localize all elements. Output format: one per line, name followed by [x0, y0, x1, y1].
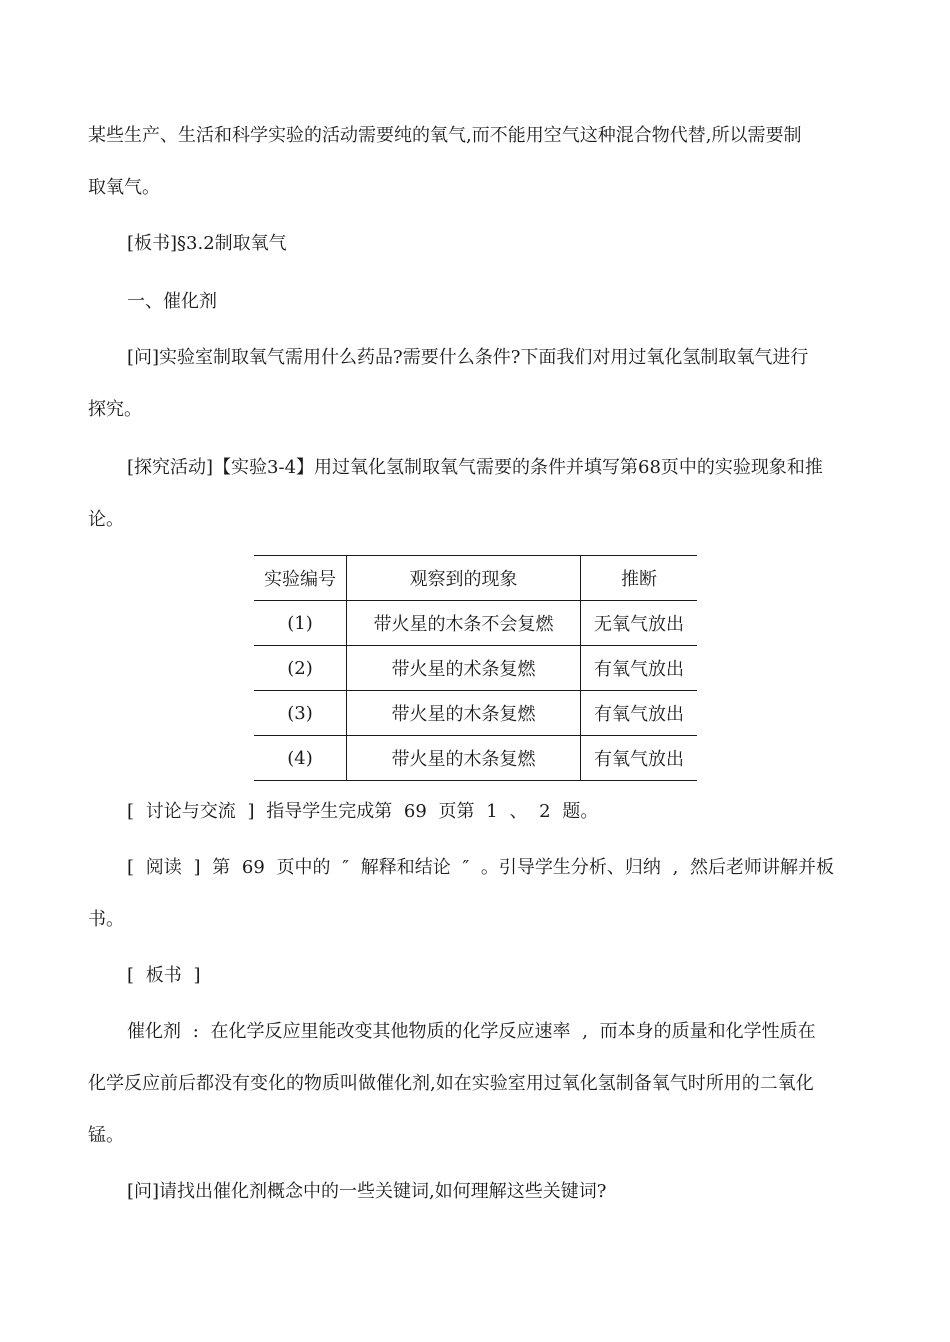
table-cell: 无氧气放出: [581, 601, 698, 646]
question-1-line-1: [问]实验室制取氧气需用什么药品?需要什么条件?下面我们对用过氧化氢制取氧气进行: [127, 347, 809, 368]
section-heading-catalyst: 一、催化剂: [127, 291, 217, 312]
table-cell: 带火星的木条不会复燃: [347, 601, 581, 646]
table-header-cell: 观察到的现象: [347, 556, 581, 601]
table-cell: 有氧气放出: [581, 691, 698, 736]
table-cell: (3): [254, 691, 347, 736]
catalyst-definition-line-1: 催化剂 : 在化学反应里能改变其他物质的化学反应速率 , 而本身的质量和化学性质在: [127, 1021, 816, 1042]
table-cell: (1): [254, 601, 347, 646]
table-row: [254, 691, 697, 736]
table-cell: (4): [254, 736, 347, 781]
table-cell: 带火星的木条复燃: [347, 691, 581, 736]
table-cell: 带火星的术条复燃: [347, 646, 581, 691]
table-cell: 有氧气放出: [581, 736, 698, 781]
catalyst-definition-line-2: 化学反应前后都没有变化的物质叫做催化剂,如在实验室用过氧化氢制备氧气时所用的二氧化: [88, 1073, 814, 1094]
table-cell: 有氧气放出: [581, 646, 698, 691]
paragraph-intro-line-1: 某些生产、生活和科学实验的活动需要纯的氧气,而不能用空气这种混合物代替,所以需要制: [88, 125, 802, 146]
table-cell: (2): [254, 646, 347, 691]
catalyst-definition-line-3: 锰。: [88, 1125, 124, 1146]
paragraph-intro-line-2: 取氧气。: [88, 177, 160, 198]
table-header-row: [254, 556, 697, 601]
question-1-line-2: 探究。: [88, 399, 142, 420]
table-row: [254, 736, 697, 781]
table-row: [254, 646, 697, 691]
table-row: [254, 601, 697, 646]
reading-note-line-2: 书。: [88, 909, 124, 930]
reading-note-line-1: [ 阅读 ] 第 69 页中的 ″ 解释和结论 ″ 。引导学生分析、归纳 , 然后老师讲解并板: [127, 857, 835, 878]
discussion-note: [ 讨论与交流 ] 指导学生完成第 69 页第 1 、 2 题。: [127, 801, 599, 822]
experiment-results-table: [254, 555, 697, 781]
explore-activity-line-1: [探究活动]【实验3-4】用过氧化氢制取氧气需要的条件并填写第68页中的实验现象和推: [127, 457, 823, 478]
question-2: [问]请找出催化剂概念中的一些关键词,如何理解这些关键词?: [127, 1181, 607, 1202]
table-header-cell: 推断: [581, 556, 698, 601]
board-note-label: [ 板书 ]: [127, 965, 201, 986]
table-cell: 带火星的木条复燃: [347, 736, 581, 781]
board-note-title: [板书]§3.2制取氧气: [127, 233, 287, 254]
explore-activity-line-2: 论。: [88, 509, 124, 530]
table-header-cell: 实验编号: [254, 556, 347, 601]
